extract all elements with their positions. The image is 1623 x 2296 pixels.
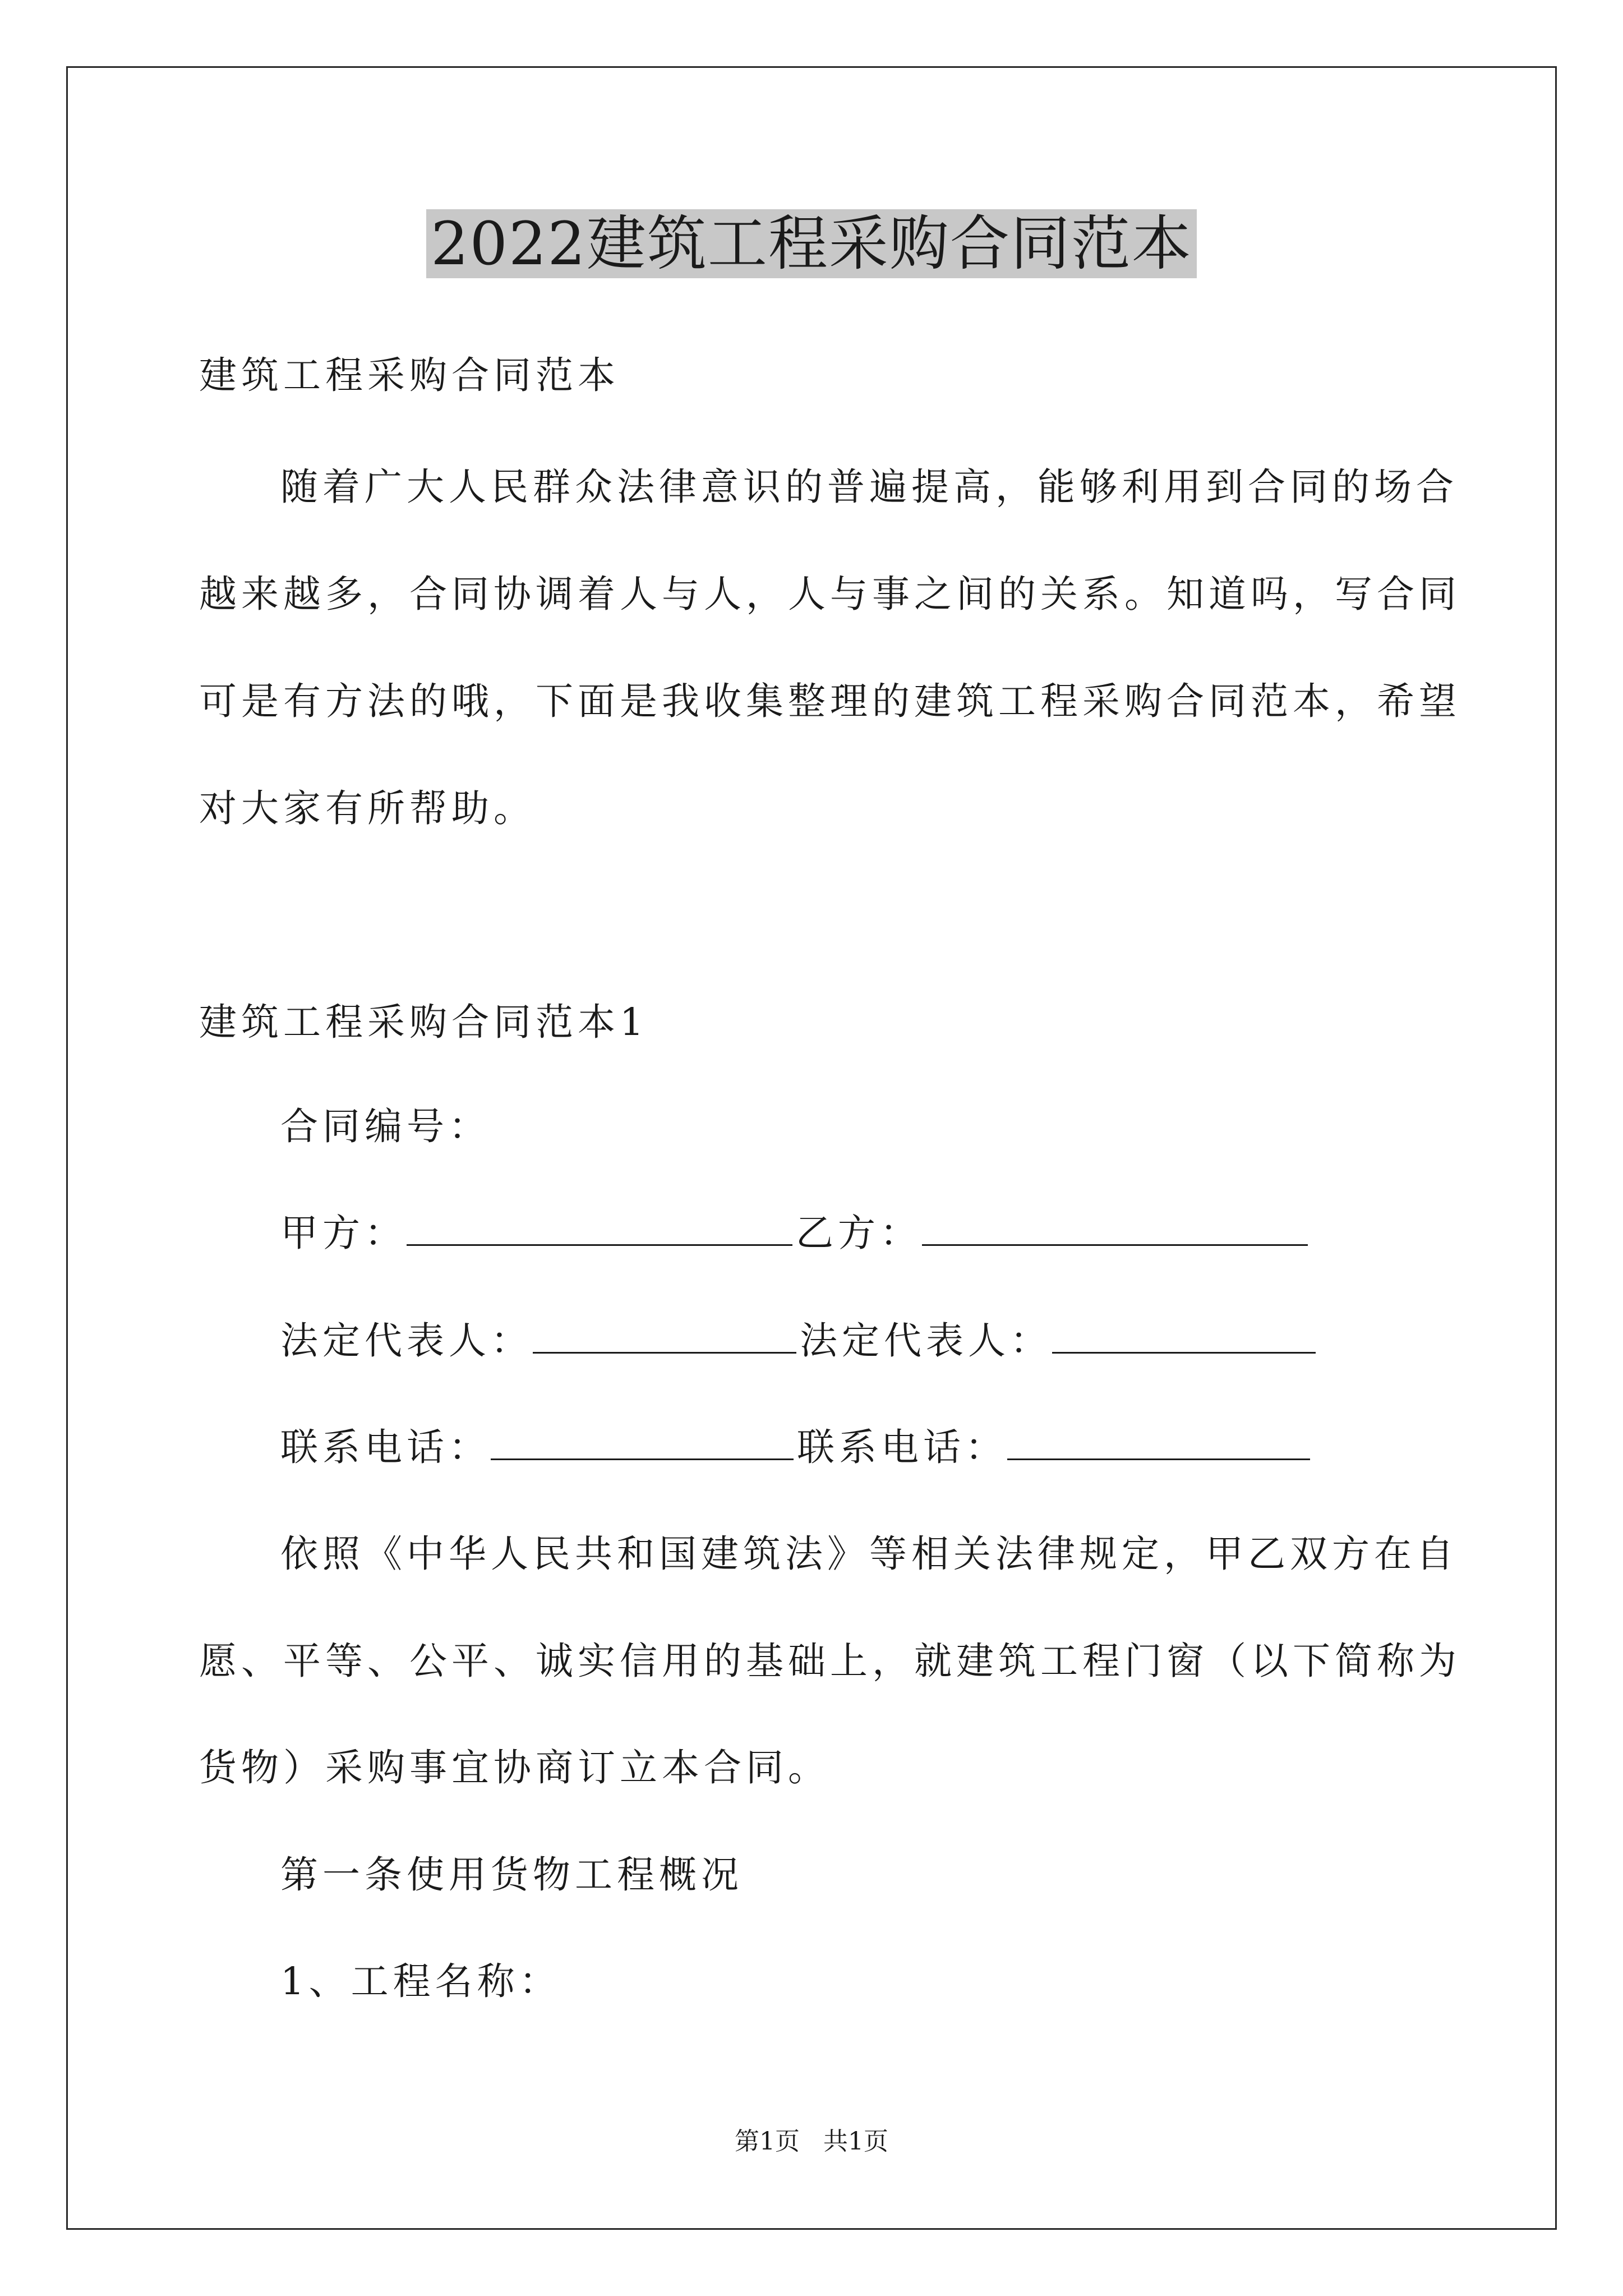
intro-line-4: 对大家有所帮助。 xyxy=(199,786,536,830)
legal-rep-a-label: 法定代表人： xyxy=(280,1319,533,1363)
preamble-line-2: 愿、平等、公平、诚实信用的基础上，就建筑工程门窗（以下简称为 xyxy=(199,1639,1461,1683)
intro-line-2: 越来越多，合同协调着人与人，人与事之间的关系。知道吗，写合同 xyxy=(199,572,1461,616)
legal-rep-a-field[interactable] xyxy=(533,1318,796,1354)
subtitle: 建筑工程采购合同范本 xyxy=(199,353,620,397)
party-b-label: 乙方： xyxy=(796,1211,922,1255)
document-title xyxy=(0,202,1623,286)
legal-rep-row xyxy=(280,1315,1319,1366)
phone-row xyxy=(280,1422,1313,1473)
preamble-line-1: 依照《中华人民共和国建筑法》等相关法律规定，甲乙双方在自 xyxy=(280,1532,1458,1576)
preamble-line-3: 货物）采购事宜协商订立本合同。 xyxy=(199,1746,830,1789)
party-a-field[interactable] xyxy=(407,1211,792,1246)
intro-line-3: 可是有方法的哦，下面是我收集整理的建筑工程采购合同范本，希望 xyxy=(199,679,1461,723)
legal-rep-b-label: 法定代表人： xyxy=(800,1319,1052,1363)
contract-number-label: 合同编号： xyxy=(280,1105,491,1148)
item-1-project-name: 1、工程名称： xyxy=(280,1959,561,2003)
intro-line-1: 随着广大人民群众法律意识的普遍提高，能够利用到合同的场合 xyxy=(280,465,1458,509)
party-b-field[interactable] xyxy=(922,1211,1308,1246)
document-title-text: 2022建筑工程采购合同范本 xyxy=(426,209,1197,278)
phone-a-field[interactable] xyxy=(491,1425,794,1460)
page-footer: 第1页 共1页 xyxy=(735,2127,888,2156)
legal-rep-b-field[interactable] xyxy=(1052,1318,1316,1354)
article-1-heading: 第一条使用货物工程概况 xyxy=(280,1853,743,1897)
party-row xyxy=(280,1208,1311,1258)
phone-b-label: 联系电话： xyxy=(797,1425,1007,1469)
phone-b-field[interactable] xyxy=(1007,1425,1310,1460)
phone-a-label: 联系电话： xyxy=(280,1425,491,1469)
section-heading: 建筑工程采购合同范本1 xyxy=(199,1000,648,1044)
party-a-label: 甲方： xyxy=(280,1211,407,1255)
